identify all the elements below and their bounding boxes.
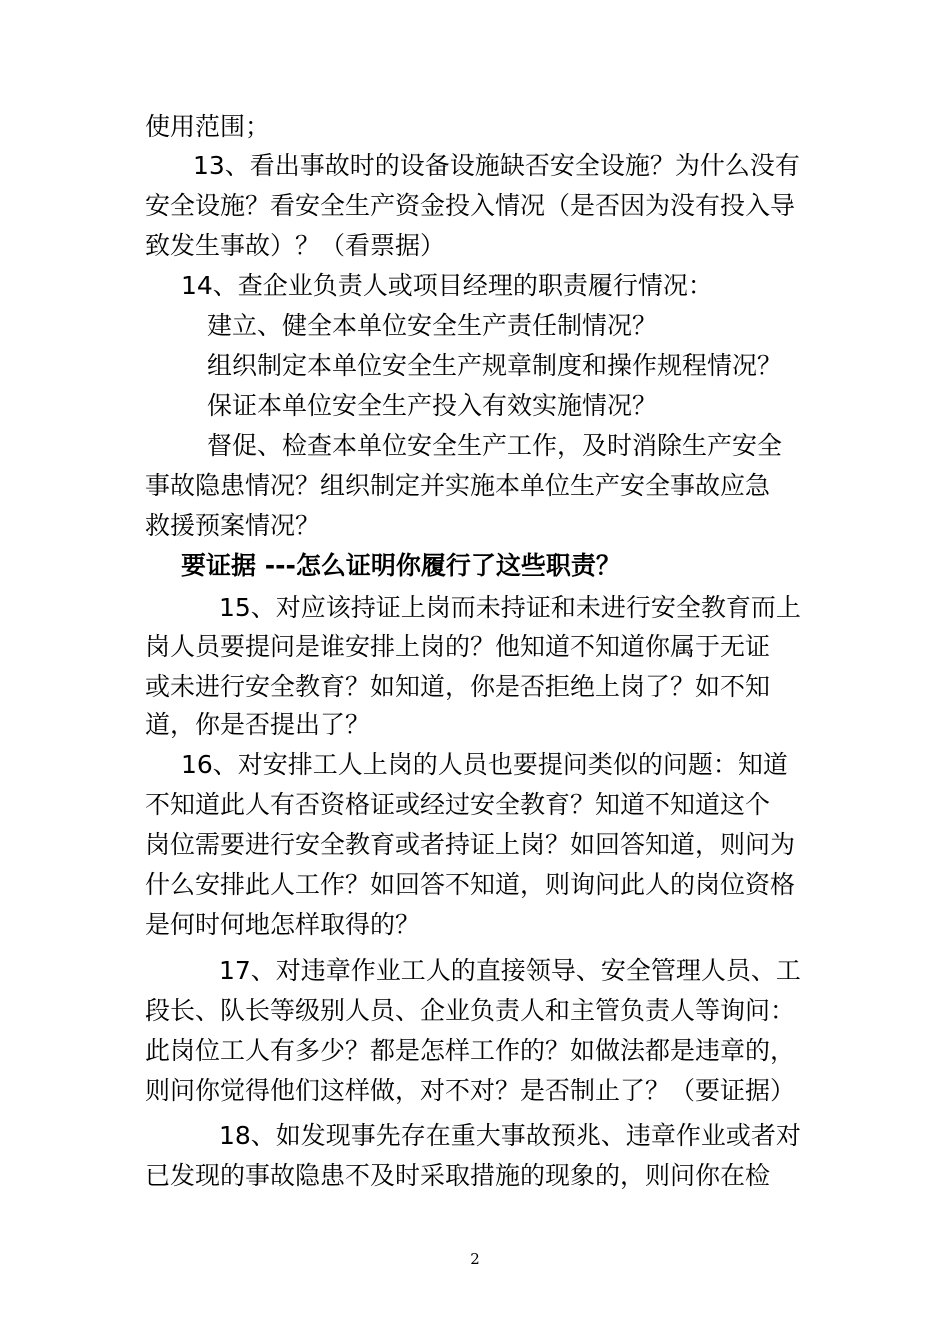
line-05: 14、查企业负责人或项目经理的职责履行情况： <box>181 271 713 300</box>
line-24: 此岗位工人有多少？都是怎样工作的？如做法都是违章的， <box>145 1036 796 1065</box>
line-20: 什么安排此人工作？如回答不知道，则询问此人的岗位资格 <box>145 870 796 899</box>
line-02: 13、看出事故时的设备设施缺否安全设施？为什么没有 <box>193 151 800 180</box>
line-07: 组织制定本单位安全生产规章制度和操作规程情况？ <box>207 351 783 380</box>
line-21: 是何时何地怎样取得的？ <box>145 910 421 939</box>
page-number: 2 <box>470 1250 480 1268</box>
line-12-emphasis: 要证据 ---怎么证明你履行了这些职责？ <box>181 551 621 580</box>
line-04: 致发生事故）？（看票据） <box>145 231 446 260</box>
line-14: 岗人员要提问是谁安排上岗的？他知道不知道你属于无证 <box>145 632 771 661</box>
line-13: 15、对应该持证上岗而未持证和未进行安全教育而上 <box>219 593 801 622</box>
line-16: 道，你是否提出了？ <box>145 710 371 739</box>
line-27: 已发现的事故隐患不及时采取措施的现象的，则问你在检 <box>145 1161 771 1190</box>
line-09: 督促、检查本单位安全生产工作，及时消除生产安全 <box>207 431 783 460</box>
line-15: 或未进行安全教育？如知道，你是否拒绝上岗了？如不知 <box>145 672 771 701</box>
line-08: 保证本单位安全生产投入有效实施情况？ <box>207 391 658 420</box>
line-25: 则问你觉得他们这样做，对不对？是否制止了？（要证据） <box>145 1076 796 1105</box>
line-10: 事故隐患情况？组织制定并实施本单位生产安全事故应急 <box>145 471 771 500</box>
line-22: 17、对违章作业工人的直接领导、安全管理人员、工 <box>219 956 801 985</box>
line-03: 安全设施？看安全生产资金投入情况（是否因为没有投入导 <box>145 191 796 220</box>
line-17: 16、对安排工人上岗的人员也要提问类似的问题：知道 <box>181 750 788 779</box>
line-01: 使用范围； <box>145 112 271 141</box>
line-23: 段长、队长等级别人员、企业负责人和主管负责人等询问： <box>145 996 796 1025</box>
line-18: 不知道此人有否资格证或经过安全教育？知道不知道这个 <box>145 790 771 819</box>
line-19: 岗位需要进行安全教育或者持证上岗？如回答知道，则问为 <box>145 830 796 859</box>
line-26: 18、如发现事先存在重大事故预兆、违章作业或者对 <box>219 1121 801 1150</box>
line-11: 救援预案情况？ <box>145 511 321 540</box>
line-06: 建立、健全本单位安全生产责任制情况？ <box>207 311 658 340</box>
